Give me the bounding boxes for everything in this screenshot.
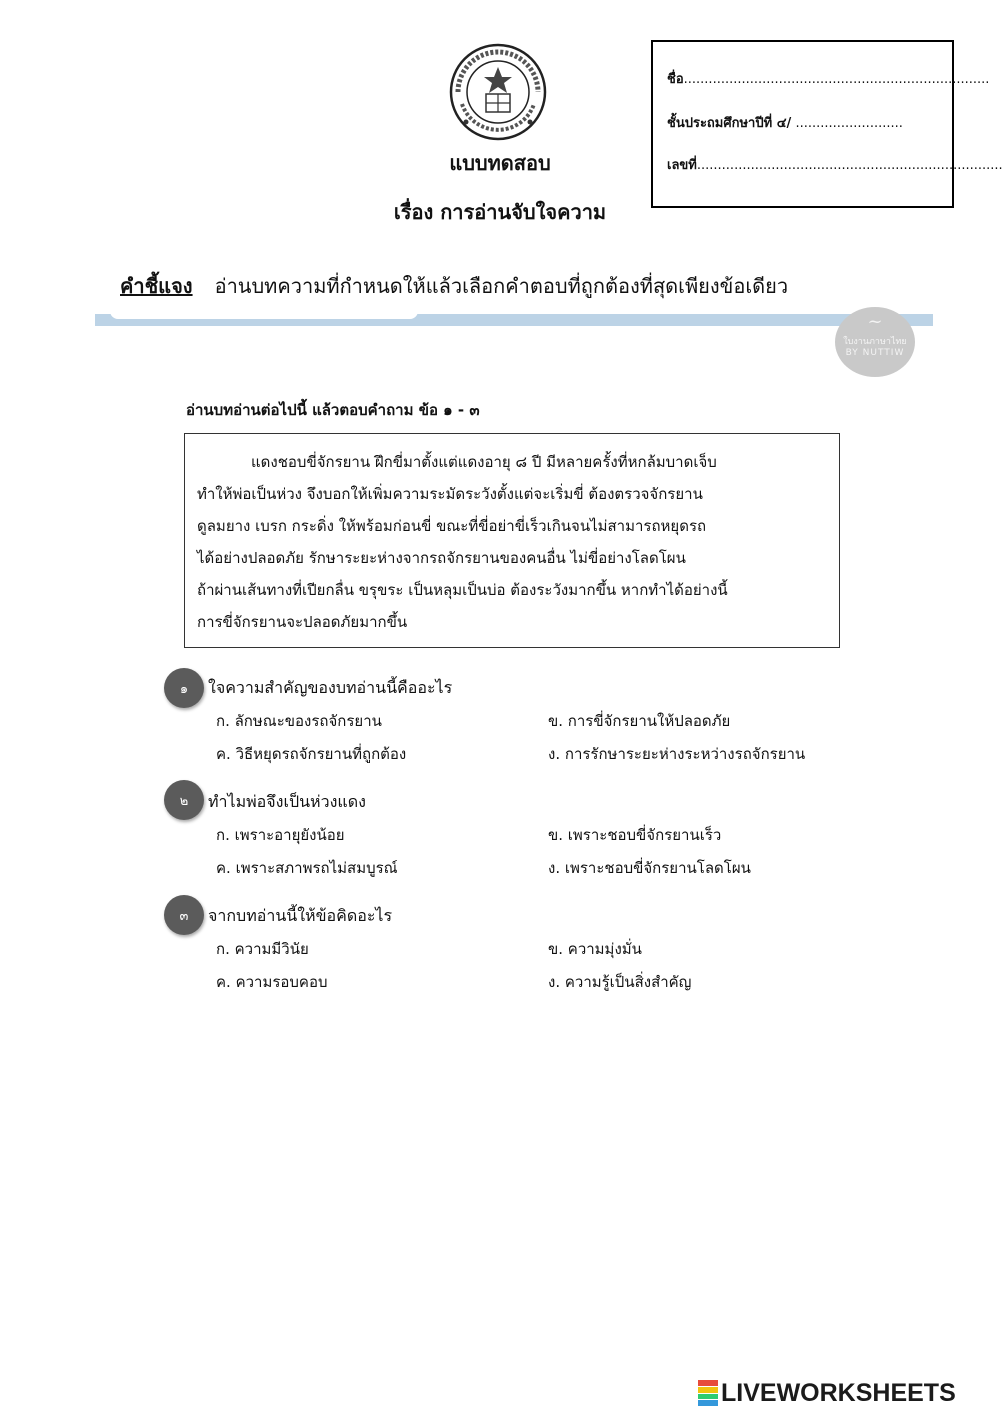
question-1-option-a[interactable]: ก. ลักษณะของรถจักรยาน [216, 712, 382, 730]
passage-line: ทำให้พ่อเป็นห่วง จึงบอกให้เพิ่มความระมัดระวังตั้งแต่จะเริ่มขี่ ต้องตรวจจักรยาน [197, 485, 703, 503]
instructions [120, 270, 788, 302]
passage-line: ถ้าผ่านเส้นทางที่เปียกลื่น ขรุขระ เป็นหลุมเป็นบ่อ ต้องระวังมากขึ้น หากทำได้อย่างนี้ [197, 581, 728, 599]
icon-stripe [698, 1380, 718, 1386]
passage-line: ดูลมยาง เบรก กระดิ่ง ให้พร้อมก่อนขี่ ขณะที่ขี่อย่าขี่เร็วเกินจนไม่สามารถหยุดรถ [197, 517, 707, 535]
icon-stripe [698, 1400, 718, 1406]
school-seal-logo [448, 42, 548, 142]
author-watermark [835, 307, 915, 377]
passage-line: ได้อย่างปลอดภัย รักษาระยะห่างจากรถจักรยานของคนอื่น ไม่ขี่อย่างโลดโผน [197, 549, 686, 567]
question-3-option-a[interactable]: ก. ความมีวินัย [216, 940, 309, 958]
grade-blank[interactable]: .......................... [795, 116, 903, 131]
name-line [667, 68, 990, 89]
number-line [667, 154, 1003, 175]
icon-stripe [698, 1394, 718, 1400]
question-3-option-b[interactable]: ข. ความมุ่งมั่น [548, 940, 642, 958]
reading-passage-box [184, 433, 840, 648]
divider-notch [110, 309, 418, 319]
instructions-text: อ่านบทความที่กำหนดให้แล้วเลือกคำตอบที่ถูกต้องที่สุดเพียงข้อเดียว [214, 274, 789, 298]
question-2-option-b[interactable]: ข. เพราะชอบขี่จักรยานเร็ว [548, 826, 722, 844]
icon-stripe [698, 1387, 718, 1393]
question-2-text: ทำไมพ่อจึงเป็นห่วงแดง [208, 792, 366, 811]
liveworksheets-icon [698, 1380, 718, 1406]
question-number-badge: ๒ [164, 780, 204, 820]
number-label: เลขที่ [667, 158, 697, 173]
question-3-option-c[interactable]: ค. ความรอบคอบ [216, 973, 328, 991]
liveworksheets-logo [698, 1378, 956, 1408]
question-3-option-d[interactable]: ง. ความรู้เป็นสิ่งสำคัญ [548, 973, 692, 991]
passage-line: แดงชอบขี่จักรยาน ฝึกขี่มาตั้งแต่แดงอายุ ๘ ปี มีหลายครั้งที่หกล้มบาดเจ็บ [251, 453, 717, 471]
watermark-line2: BY NUTTIW [845, 348, 905, 358]
signature-icon: ~ [867, 311, 883, 332]
question-2-option-c[interactable]: ค. เพราะสภาพรถไม่สมบูรณ์ [216, 859, 398, 877]
question-2-option-a[interactable]: ก. เพราะอายุยังน้อย [216, 826, 345, 844]
question-1-option-b[interactable]: ข. การขี่จักรยานให้ปลอดภัย [548, 712, 731, 730]
question-3-text: จากบทอ่านนี้ให้ข้อคิดอะไร [208, 906, 393, 925]
name-label: ชื่อ [667, 72, 684, 87]
watermark-line1: ใบงานภาษาไทย [843, 337, 907, 347]
liveworksheets-wordmark: LIVEWORKSHEETS [721, 1378, 956, 1407]
worksheet-title: แบบทดสอบ [449, 151, 551, 175]
passage-heading: อ่านบทอ่านต่อไปนี้ แล้วตอบคำถาม ข้อ ๑ - ๓ [186, 401, 480, 419]
number-blank[interactable]: .......................................................................... [696, 158, 1003, 173]
question-number-badge: ๓ [164, 895, 204, 935]
question-number-badge: ๑ [164, 668, 204, 708]
grade-line [667, 112, 938, 133]
student-info-box [651, 40, 1003, 208]
passage-line: การขี่จักรยานจะปลอดภัยมากขึ้น [197, 613, 408, 631]
question-1-option-c[interactable]: ค. วิธีหยุดรถจักรยานที่ถูกต้อง [216, 745, 407, 763]
name-blank[interactable]: .......................................................................... [683, 72, 990, 87]
grade-label: ชั้นประถมศึกษาปีที่ ๔/ [667, 116, 792, 131]
question-2-option-d[interactable]: ง. เพราะชอบขี่จักรยานโลดโผน [548, 859, 751, 877]
question-1-option-d[interactable]: ง. การรักษาระยะห่างระหว่างรถจักรยาน [548, 745, 806, 763]
worksheet-subtitle: เรื่อง การอ่านจับใจความ [393, 200, 607, 224]
instructions-label: คำชี้แจง [120, 274, 193, 298]
question-1-text: ใจความสำคัญของบทอ่านนี้คืออะไร [208, 678, 453, 697]
